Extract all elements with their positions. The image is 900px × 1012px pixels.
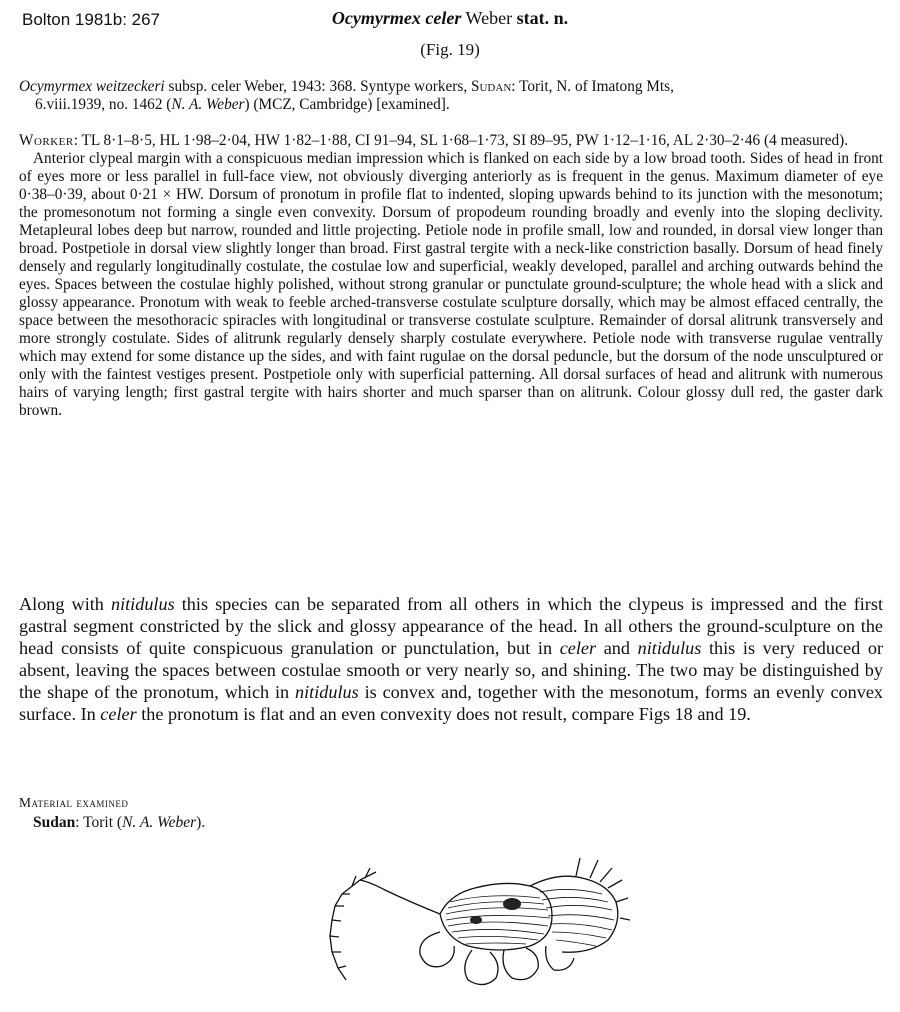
worker-description-text: Anterior clypeal margin with a conspicuous median impression which is flanked on each side by a low broad tooth. Sides of head in front of eyes more or less parallel in full-face view, not obviously diverging anteriorly as is frequent in the genus. Maximum diameter of eye 0·38–0·39, about 0·21 × HW. Dorsum of pronotum in profile flat to indented, sloping upwards behind to its junction with the mesonotum; the promesonotum not forming a single even convexity. Dorsum of propodeum rounding broadly and evenly into the sloping declivity. Metapleural lobes deep but narrow, rounded and little projecting. Petiole node in profile small, low and rounded, in dorsal view longer than broad. Postpetiole in dorsal view slightly longer than broad. First gastral tergite with a neck-like constriction basally. Dorsum of head finely densely and regularly longitudinally costulate, the costulae low and superficial, weakly developed, parallel and arching outwards behind the eyes. Spaces between the costulae highly polished, without strong granular or punctulate ground-sculpture; the whole head with a slick and glossy appearance. Pronotum with weak to feeble arched-transverse costulate sculpture dorsally, which may be almost effaced centrally, the space between the mesothoracic spiracles with longitudinal or transverse costulate sculpture. Remainder of dorsal alitrunk transversely and more strongly costulate. Sides of alitrunk regularly densely sharply costulate everywhere. Petiole node with transverse rugulae ventrally which may extend for some distance up the sides, and with faint rugulae on the dorsal peduncle, but the dorsum of the node unsculptured or only with the faintest vestiges present. Postpetiole only with superficial patterning. All dorsal surfaces of head and alitrunk with numerous hairs of varying length; first gastral tergite with hairs shorter and much sparser than on alitrunk. Colour glossy dull red, the gaster dark brown. [19,150,883,419]
synonymy-paragraph: Ocymyrmex weitzeckeri subsp. celer Weber, 1943: 368. Syntype workers, Sudan: Torit, N. of Imatong Mts, 6.viii.1939, no. 1462 (N. A. Weber) (MCZ, Cambridge) [examined]. [19,78,674,113]
species-title [0,8,900,29]
species-author: Weber [465,8,513,28]
ant-head-alitrunk-illustration [290,842,630,1002]
species-binomial: Ocymyrmex celer [331,8,462,28]
synonymy-country: Sudan [470,78,512,95]
worker-label: Worker [19,132,74,149]
synonymy-collector: N. A. Weber [171,96,245,113]
material-line: Sudan: Torit (N. A. Weber). [33,814,206,831]
species-status: stat. n. [516,8,569,28]
figure-reference: (Fig. 19) [420,40,480,59]
discussion-paragraph: Along with nitidulus this species can be separated from all others in which the clypeus is impressed and the first gastral segment constricted by the slick and glossy appearance of the head. In all others the ground-sculpture on the head consists of quite conspicuous granulation or punctulation, but in celer and nitidulus this is very reduced or absent, leaving the spaces between costulae smooth or very nearly so, and shining. The two may be distinguished by the shape of the pronotum, which in nitidulus is convex and, together with the mesonotum, forms an evenly convex surface. In celer the pronotum is flat and an even convexity does not result, compare Figs 18 and 19. [19,594,883,724]
citation: Bolton 1981b: 267 [22,10,161,29]
worker-measurements: : TL 8·1–8·5, HL 1·98–2·04, HW 1·82–1·88, CI 91–94, SL 1·68–1·73, SI 89–95, PW 1·12–1·16, AL 2·30–2·46 (4 measured). [73,132,849,149]
material-heading: Material examined [19,795,129,810]
synonym-name: Ocymyrmex weitzeckeri [19,78,165,95]
worker-description [19,132,883,420]
